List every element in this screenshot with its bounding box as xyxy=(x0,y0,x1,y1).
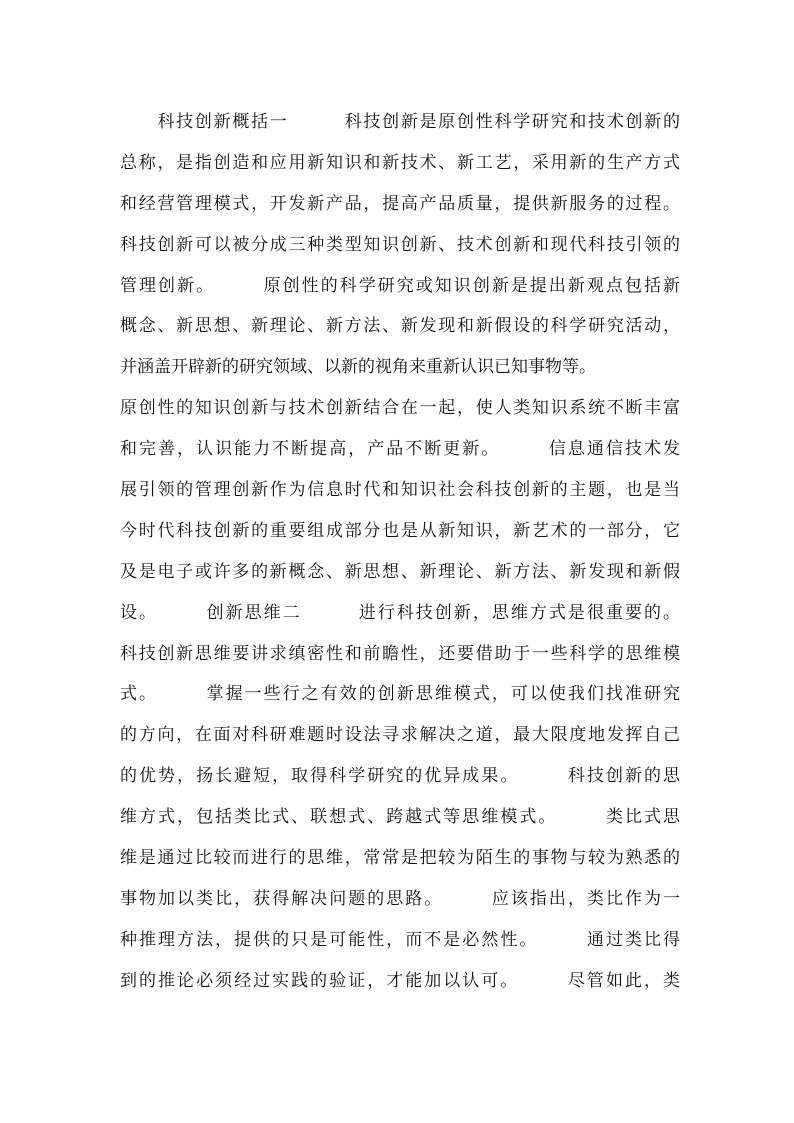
text-line: 种推理方法，提供的只是可能性，而不是必然性。 通过类比得 xyxy=(120,929,680,950)
text-line: 今时代科技创新的重要组成部分也是从新知识，新艺术的一部分，它 xyxy=(120,520,680,541)
text-line: 科技创新可以被分成三种类型知识创新、技术创新和现代科技引领的 xyxy=(120,234,680,255)
text-line: 并涵盖开辟新的研究领域、以新的视角来重新认识已知事物等。 xyxy=(120,357,596,378)
text-line: 和完善，认识能力不断提高，产品不断更新。 信息通信技术发 xyxy=(120,439,680,460)
text-line: 式。 掌握一些行之有效的创新思维模式，可以使我们找准研究 xyxy=(120,684,680,705)
document-body xyxy=(120,102,694,1002)
text-line: 总称，是指创造和应用新知识和新技术、新工艺，采用新的生产方式 xyxy=(120,152,680,173)
text-line: 科技创新概括一 科技创新是原创性科学研究和技术创新的 xyxy=(120,112,680,132)
text-line: 维是通过比较而进行的思维，常常是把较为陌生的事物与较为熟悉的 xyxy=(120,848,680,869)
text-line: 科技创新思维要讲求缜密性和前瞻性，还要借助于一些科学的思维模 xyxy=(120,643,680,664)
text-line: 的优势，扬长避短，取得科学研究的优异成果。 科技创新的思 xyxy=(120,766,680,787)
text-line: 管理创新。 原创性的科学研究或知识创新是提出新观点包括新 xyxy=(120,275,680,296)
text-line: 事物加以类比，获得解决问题的思路。 应该指出，类比作为一 xyxy=(120,888,680,909)
text-line: 概念、新思想、新理论、新方法、新发现和新假设的科学研究活动， xyxy=(120,316,680,337)
text-line: 展引领的管理创新作为信息时代和知识社会科技创新的主题，也是当 xyxy=(120,480,680,501)
text-line: 设。 创新思维二 进行科技创新，思维方式是很重要的。 xyxy=(120,602,680,623)
text-line: 原创性的知识创新与技术创新结合在一起，使人类知识系统不断丰富 xyxy=(120,398,680,419)
text-line: 的方向，在面对科研难题时设法寻求解决之道，最大限度地发挥自己 xyxy=(120,725,680,746)
text-line: 和经营管理模式，开发新产品，提高产品质量，提供新服务的过程。 xyxy=(120,193,680,214)
text-line: 及是电子或许多的新概念、新思想、新理论、新方法、新发现和新假 xyxy=(120,561,680,582)
text-line: 维方式，包括类比式、联想式、跨越式等思维模式。 类比式思 xyxy=(120,807,680,828)
text-line: 到的推论必须经过实践的验证，才能加以认可。 尽管如此，类 xyxy=(120,970,680,991)
